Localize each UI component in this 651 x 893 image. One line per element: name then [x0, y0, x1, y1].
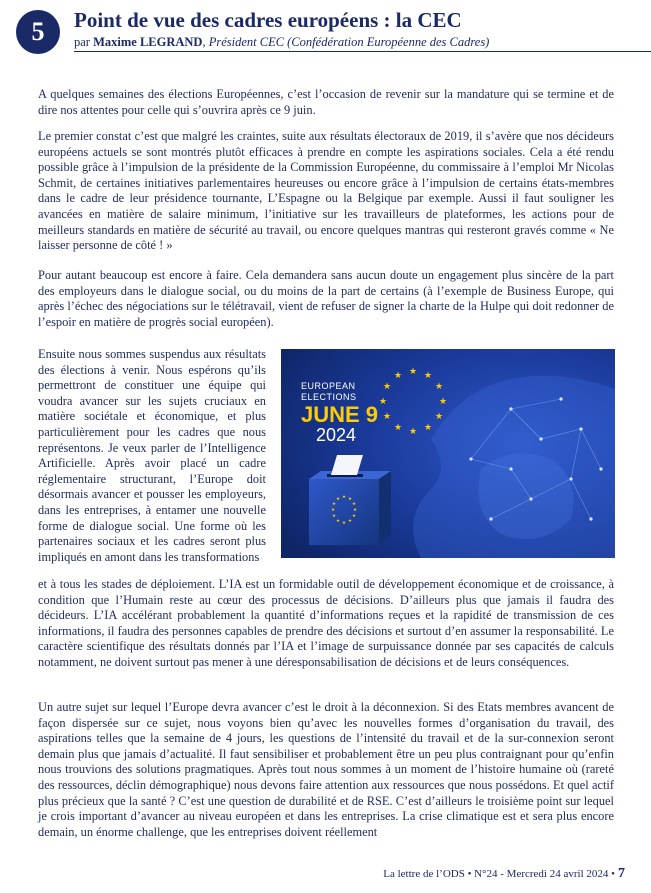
- svg-text:★: ★: [351, 514, 357, 519]
- paragraph-first-observation: Le premier constat c’est que malgré les craintes, suite aux résultats électoraux de 2019, il s’avère que nos décideurs européens actuels se sont montrés plutôt efficaces à prendre en compte les aspirations sociales. Cela a été rendu possible grâce à l’impulsion de la présidente de la Commission Européenne, du commissaire à l’emploi Mr Nicolas Schmit, de certaines initiatives parlementaires heureuses ou encore grâce à l’impulsion de certains états-membres dans le cadre de leur présidence tournante, L’Espagne ou la Belgique par exemple. Aussi il faut souligner les avancées en matière de salaire minimum, l’initiative sur les travailleurs de plateformes, les actions pour de meilleurs standards en matière de sécurité au travail, ou encore quelques mantras qui resteront gravés comme « Ne laisser personne de côté ! »: [38, 129, 614, 253]
- paragraph-ai-continued: et à tous les stades de déploiement. L’IA est un formidable outil de développement économique et de croissance, à condition que l’Humain reste au cœur des processus de décisions. D’ailleurs plus que jamais il faudra des décideurs. L’IA accélérant probablement la quantité d’informations reçues et la rapidité de transmission de ces informations, il faudra des personnes capables de prendre des décisions et surtout d’en assumer la responsabilité. Le caractère scientifique des résultats donnés par l’IA et l’image de surpuissance donnée par ses capacités de calculs notamment, ne doivent surtout pas mener à une déresponsabilisation de décisions et de leurs conséquences.: [38, 577, 614, 669]
- svg-text:★: ★: [438, 397, 448, 407]
- svg-text:★: ★: [330, 508, 336, 513]
- image-text-date: JUNE 9: [301, 402, 379, 427]
- svg-text:★: ★: [423, 423, 433, 433]
- author-name: Maxime LEGRAND: [93, 35, 203, 49]
- svg-text:★: ★: [347, 497, 353, 502]
- header-rule: [74, 51, 651, 52]
- author-role: , Président CEC (Confédération Européenne des Cadres): [202, 35, 490, 49]
- svg-text:★: ★: [331, 514, 337, 519]
- svg-text:★: ★: [341, 495, 347, 500]
- image-text-year: 2024: [316, 425, 357, 445]
- paragraph-intro: A quelques semaines des élections Européennes, c’est l’occasion de revenir sur la mandature qui se termine et de dire nos attentes pour celle qui s’ouvrira après ce 9 juin.: [38, 87, 614, 117]
- svg-text:★: ★: [434, 382, 444, 392]
- svg-text:★: ★: [434, 412, 444, 422]
- article-header: [16, 6, 636, 58]
- paragraph-still-to-do: Pour autant beaucoup est encore à faire. Cela demandera sans aucun doute un engagement plus sincère de la part des employeurs dans le dialogue social, ou du moins de la part de certains (à l’exemple de Business Europe, qui après l’échec des négociations sur le télétravail, vient de refuser de signer la charte de la Hulpe qui doit redonner de l’espoir en matière de progrès social européen).: [38, 268, 614, 329]
- page-footer: [383, 866, 625, 882]
- svg-text:★: ★: [393, 423, 403, 433]
- svg-text:★: ★: [341, 521, 347, 526]
- european-elections-image: [281, 349, 615, 558]
- section-number-badge: 5: [16, 10, 60, 54]
- svg-text:★: ★: [352, 508, 358, 513]
- footer-publication: La lettre de l’ODS • N°24 - Mercredi 24 avril 2024 •: [383, 868, 615, 880]
- svg-text:★: ★: [331, 502, 337, 507]
- article-title: Point de vue des cadres européens : la CEC: [74, 8, 462, 32]
- byline-prefix: par: [74, 35, 90, 49]
- page-number: 7: [618, 866, 625, 881]
- paragraph-elections-ai: Ensuite nous sommes suspendus aux résultats des élections à venir. Nous espérons qu’ils permettront de constituer une équipe qui voudra avancer sur les sujets cruciaux en matière sociétale et économique, et plus particulièrement pour les cadres que nous représentons. Je veux parler de l’Intelligence Artificielle. Après avoir placé un cadre réglementaire structurant, l’Europe doit désormais avancer et pousser les employeurs, dans les entreprises, à entamer une nouvelle forme de dialogue social. Une forme où les partenaires sociaux et les cadres seront plus impliqués en amont dans les transformations: [38, 347, 266, 564]
- paragraph-disconnection: Un autre sujet sur lequel l’Europe devra avancer c’est le droit à la déconnexion. Si des Etats membres avancent de façon dispersée sur ce sujet, nous voyons bien qu’avec les nouvelles formes d’organisation du travail, des aspirations telles que la semaine de 4 jours, les questions de l’intensité du travail et de la sur-connexion seront demain plus que jamais d’actualité. Il faut sensibiliser et probablement être un peu plus contraignant pour qu’enfin nous trouvions des solutions pragmatiques. Après tout nous sommes à un moment de l’histoire humaine où (rareté des ressources, déclin démographique) nous devons faire attention aux ressources que nous possédons. Et quel actif plus précieux que la santé ? C’est une question de durabilité et de RSE. C’est d’ailleurs le troisième point sur lequel je crois important d’avancer au niveau européen et dans les entreprises. La crise climatique est et sera plus encore demain, un énorme challenge, que les entreprises doivent réellement: [38, 700, 614, 839]
- image-text-elections: ELECTIONS: [301, 392, 357, 402]
- svg-text:★: ★: [423, 371, 433, 381]
- svg-text:★: ★: [378, 397, 388, 407]
- svg-text:★: ★: [408, 427, 418, 437]
- svg-text:★: ★: [382, 412, 392, 422]
- svg-text:★: ★: [382, 382, 392, 392]
- svg-text:★: ★: [393, 371, 403, 381]
- svg-text:★: ★: [335, 497, 341, 502]
- image-text-european: EUROPEAN: [301, 381, 356, 391]
- svg-text:★: ★: [335, 519, 341, 524]
- svg-text:★: ★: [351, 502, 357, 507]
- svg-text:★: ★: [347, 519, 353, 524]
- svg-text:★: ★: [408, 367, 418, 377]
- byline: [74, 35, 489, 50]
